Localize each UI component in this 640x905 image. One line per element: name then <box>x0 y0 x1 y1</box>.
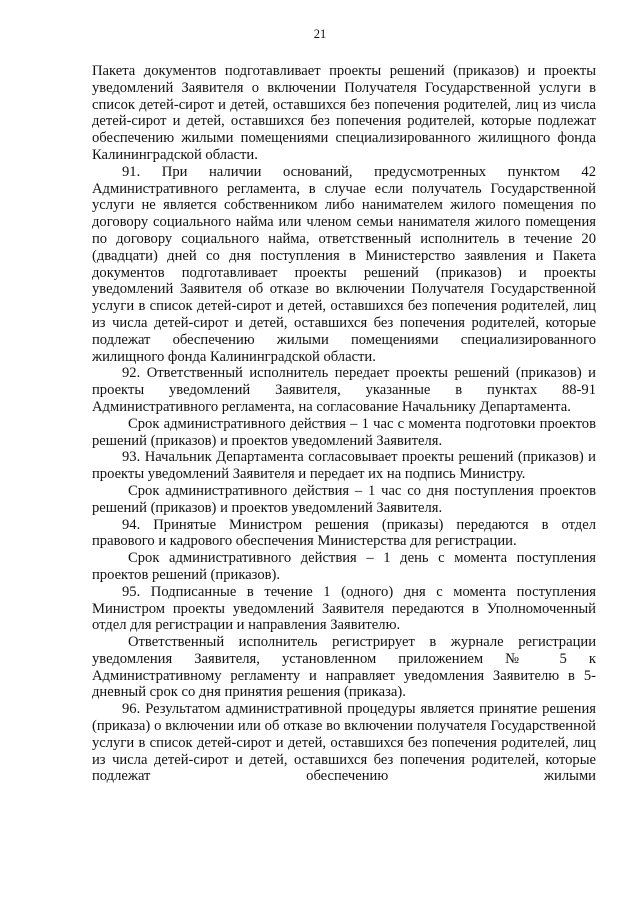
paragraph-93: 93. Начальник Департамента согласовывает проекты решений (приказов) и проекты уведомлений Заявителя и передает их на подпись Министру. <box>92 449 596 483</box>
paragraph-94: 94. Принятые Министром решения (приказы) передаются в отдел правового и кадрового обеспечения Министерства для регистрации. <box>92 516 596 550</box>
paragraph-continuation: Пакета документов подготавливает проекты решений (приказов) и проекты уведомлений Заявителя о включении Получателя Государственной услуги в список детей-сирот и детей, оставшихся без попечения родителей, лиц из числа детей-сирот и детей, оставшихся без попечения родителей, которые подлежат обеспечению жилыми помещениями специализированного жилищного фонда Калининградской области. <box>92 63 596 163</box>
paragraph-95: 95. Подписанные в течение 1 (одного) дня с момента поступления Министром проекты уведомлений Заявителя передаются в Уполномоченный отдел для регистрации и направления Заявителю. <box>92 583 596 634</box>
page-number: 21 <box>313 27 327 41</box>
paragraph-96: 96. Результатом административной процедуры является принятие решения (приказа) о включении или об отказе во включении получателя Государственной услуги в список детей-сирот и детей, оставшихся без попечения родителей, лиц из числа детей-сирот и детей, оставшихся без попечения родителей, которые подлежат обеспечению жилыми <box>92 701 596 785</box>
paragraph-94-deadline: Срок административного действия – 1 день с момента поступления проектов решений (приказов). <box>92 550 596 583</box>
paragraph-95-registration: Ответственный исполнитель регистрирует в журнале регистрации уведомления Заявителя, установленном приложением № 5 к Административному регламенту и направляет уведомления Заявителю в 5-дневный срок со дня принятия решения (приказа). <box>92 634 596 701</box>
paragraph-93-deadline: Срок административного действия – 1 час со дня поступления проектов решений (приказов) и проектов уведомлений Заявителя. <box>92 482 596 516</box>
paragraph-91: 91. При наличии оснований, предусмотренных пунктом 42 Административного регламента, в случае если получатель Государственной услуги не является собственником либо нанимателем жилого помещения по договору социального найма или членом семьи нанимателя жилого помещения по договору социального найма, ответственный исполнитель в течение 20 (двадцати) дней со дня поступления в Министерство заявления и Пакета документов подготавливает проекты решений (приказов) и проекты уведомлений Заявителя об отказе во включении Получателя Государственной услуги в список детей-сирот и детей, оставшихся без попечения родителей, лиц из числа детей-сирот и детей, оставшихся без попечения родителей, которые подлежат обеспечению жилыми помещениями специализированного жилищного фонда Калининградской области. <box>92 163 596 365</box>
document-body <box>92 63 596 785</box>
paragraph-92: 92. Ответственный исполнитель передает проекты решений (приказов) и проекты уведомлений Заявителя, указанные в пунктах 88-91 Административного регламента, на согласование Начальнику Департамента. <box>92 365 596 415</box>
paragraph-92-deadline: Срок административного действия – 1 час с момента подготовки проектов решений (приказов) и проектов уведомлений Заявителя. <box>92 415 596 449</box>
